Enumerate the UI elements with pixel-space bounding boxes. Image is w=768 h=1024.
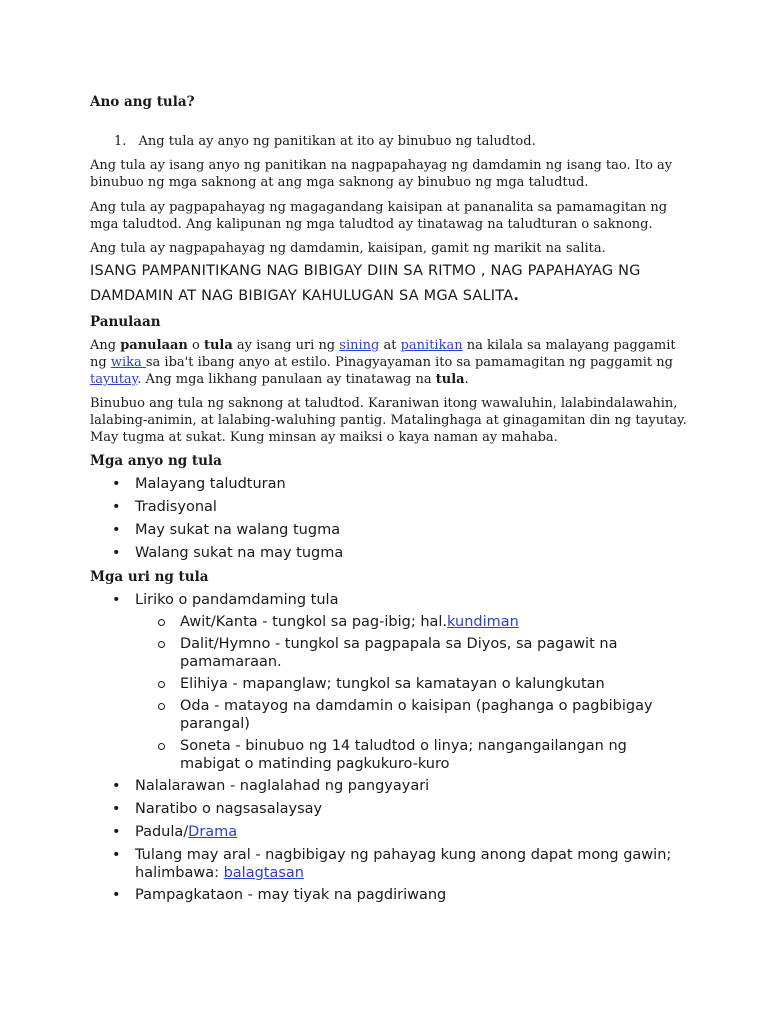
list-item: [90, 591, 690, 773]
list-item: [90, 498, 690, 516]
paragraph-panulaan: [90, 337, 690, 388]
bullet-icon: •: [112, 778, 121, 794]
paragraph-2: Ang tula ay pagpapahayag ng magagandang kaisipan at pananalita sa pamamagitan ng mga taludtod. Ang kalipunan ng mga taludtod ay tinatawag na taludturan o saknong.: [90, 200, 668, 232]
p4-bold-tula: tula: [203, 338, 233, 353]
numbered-item-text: Ang tula ay anyo ng panitikan at ito ay binubuo ng taludtod.: [138, 134, 536, 149]
uri-padula-label: Padula/: [135, 824, 189, 840]
uri-pampagkataon-label: Pampagkataon - may tiyak na pagdiriwang: [135, 887, 447, 903]
link-panitikan[interactable]: panitikan: [400, 338, 463, 353]
circle-bullet-icon: [158, 703, 165, 710]
bullet-icon: •: [112, 545, 121, 561]
heading-mga-uri: Mga uri ng tula: [90, 569, 209, 585]
numbered-item-number: 1.: [114, 134, 127, 149]
circle-bullet-icon: [158, 681, 165, 688]
caps-line-2: [90, 284, 730, 309]
bullet-icon: •: [112, 824, 121, 840]
paragraph-3: Ang tula ay nagpapahayag ng damdamin, kaisipan, gamit ng marikit na salita.: [90, 241, 606, 256]
p4-text-3: ay isang uri ng: [232, 338, 340, 353]
circle-bullet-icon: [158, 619, 165, 626]
uri-liriko-label: Liriko o pandamdaming tula: [135, 592, 339, 608]
caps-period: .: [513, 288, 520, 304]
liriko-sublist: [135, 613, 690, 773]
soneta-label: Soneta - binubuo ng 14 taludtod o linya; nangangailangan ng mabigat o matinding pagkukuro-kuro: [180, 738, 627, 772]
p4-text-1: Ang: [90, 338, 121, 353]
sub-list-item: [135, 737, 690, 773]
p4-text-2: o: [187, 338, 204, 353]
link-drama[interactable]: Drama: [188, 824, 238, 840]
numbered-item: [114, 134, 536, 149]
link-kundiman[interactable]: kundiman: [447, 614, 519, 630]
anyo-item-label: Tradisyonal: [135, 499, 217, 515]
awit-label: Awit/Kanta - tungkol sa pag-ibig; hal.: [180, 614, 448, 630]
p4-bold-panulaan: panulaan: [120, 338, 188, 353]
list-item: [90, 800, 690, 818]
p4-text-4: at: [379, 338, 401, 353]
sub-list-item: [135, 697, 690, 733]
list-item: [90, 823, 690, 841]
dalit-label: Dalit/Hymno - tungkol sa pagpapala sa Diyos, sa pagawit na pamamaraan.: [180, 636, 618, 670]
heading-ano-ang-tula: Ano ang tula?: [90, 94, 195, 110]
anyo-item-label: May sukat na walang tugma: [135, 522, 341, 538]
heading-panulaan: Panulaan: [90, 314, 161, 330]
list-item: [90, 846, 690, 882]
caps-statement: [90, 259, 730, 309]
oda-label: Oda - matayog na damdamin o kaisipan (paghanga o pagbibigay parangal): [180, 698, 653, 732]
sub-list-item: [135, 613, 690, 631]
link-balagtasan[interactable]: balagtasan: [223, 865, 305, 881]
paragraph-binubuo: Binubuo ang tula ng saknong at taludtod. Karaniwan itong wawaluhin, lalabindalawahin, lalabing-animin, at lalabing-waluhing pantig. Matalinghaga at ginagamitan din ng tayutay. May tugma at sukat. Kung minsan ay maiksi o kaya naman ay mahaba.: [90, 396, 687, 445]
p4-bold-tula-2: tula: [435, 372, 465, 387]
anyo-list: [90, 475, 690, 566]
uri-tulang-label: Tulang may aral - nagbibigay ng pahayag kung anong dapat mong gawin; halimbawa:: [135, 847, 672, 881]
uri-nalalarawan-label: Nalalarawan - naglalahad ng pangyayari: [135, 778, 430, 794]
circle-bullet-icon: [158, 641, 165, 648]
bullet-icon: •: [112, 592, 121, 608]
list-item: [90, 475, 690, 493]
link-wika[interactable]: wika: [110, 355, 146, 370]
anyo-item-label: Walang sukat na may tugma: [135, 545, 344, 561]
link-tayutay[interactable]: tayutay: [90, 372, 138, 387]
bullet-icon: •: [112, 499, 121, 515]
heading-mga-anyo: Mga anyo ng tula: [90, 453, 222, 469]
bullet-icon: •: [112, 476, 121, 492]
bullet-icon: •: [112, 522, 121, 538]
elihiya-label: Elihiya - mapanglaw; tungkol sa kamatayan o kalungkutan: [180, 676, 605, 692]
p4-text-7: . Ang mga likhang panulaan ay tinatawag na: [137, 372, 436, 387]
uri-list: [90, 591, 690, 908]
circle-bullet-icon: [158, 743, 165, 750]
sub-list-item: [135, 675, 690, 693]
list-item: [90, 886, 690, 904]
uri-naratibo-label: Naratibo o nagsasalaysay: [135, 801, 323, 817]
paragraph-1: Ang tula ay isang anyo ng panitikan na nagpapahayag ng damdamin ng isang tao. Ito ay binubuo ng mga saknong at ang mga saknong ay binubuo ng mga taludtud.: [90, 158, 673, 190]
bullet-icon: •: [112, 887, 121, 903]
list-item: [90, 777, 690, 795]
link-sining[interactable]: sining: [339, 338, 380, 353]
p4-text-8: .: [464, 372, 469, 387]
p4-text-5: na kilala sa malayang paggamit ng: [90, 338, 676, 370]
p4-text-6: sa iba't ibang anyo at estilo. Pinagyayaman ito sa pamamagitan ng paggamit ng: [145, 355, 673, 370]
bullet-icon: •: [112, 847, 121, 863]
list-item: [90, 544, 690, 562]
bullet-icon: •: [112, 801, 121, 817]
anyo-item-label: Malayang taludturan: [135, 476, 286, 492]
caps-line-1: ISANG PAMPANITIKANG NAG BIBIGAY DIIN SA RITMO , NAG PAPAHAYAG NG: [90, 263, 641, 279]
caps-line-2-text: DAMDAMIN AT NAG BIBIGAY KAHULUGAN SA MGA SALITA: [90, 288, 514, 304]
sub-list-item: [135, 635, 690, 671]
list-item: [90, 521, 690, 539]
